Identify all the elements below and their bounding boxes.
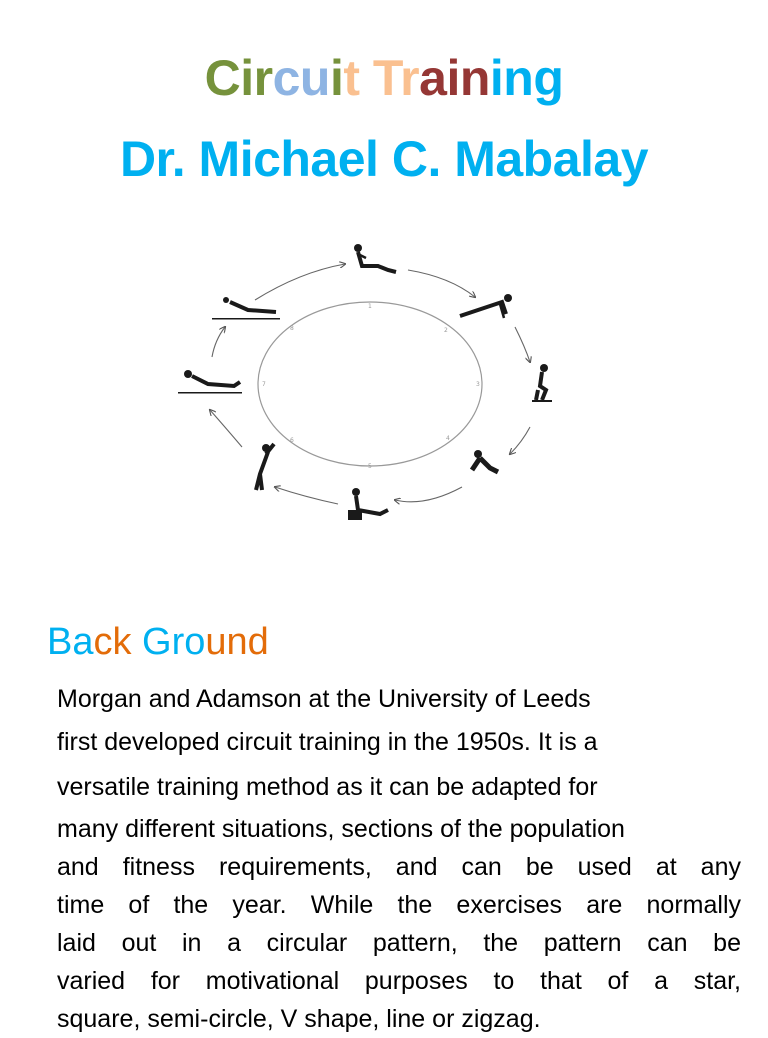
heading-segment: Ba	[47, 621, 94, 663]
exercise-figure	[472, 450, 498, 472]
paragraph-line: and fitness requirements, and can be used at any	[57, 853, 741, 881]
author-name: Dr. Michael C. Mabalay	[119, 131, 649, 187]
page-title	[0, 46, 768, 110]
station-number: 2	[444, 327, 448, 334]
heading-segment: ck	[93, 621, 143, 663]
exercise-figure	[532, 364, 552, 402]
paragraph-line: versatile training method as it can be adapted for	[57, 773, 598, 801]
station-number: 4	[446, 435, 450, 442]
exercise-figure	[178, 370, 242, 394]
title-segment: i	[329, 50, 344, 106]
exercise-figure	[212, 297, 280, 320]
exercise-figure	[460, 294, 512, 318]
paragraph-line: varied for motivational purposes to that of a star,	[57, 967, 741, 995]
paragraph-line: Morgan and Adamson at the University of Leeds	[57, 685, 591, 713]
arrow	[212, 327, 225, 357]
paragraph-line: laid out in a circular pattern, the pattern can be	[57, 929, 741, 957]
heading-segment: und	[205, 621, 269, 663]
exercise-figure	[256, 444, 274, 490]
background-paragraph	[57, 678, 741, 1038]
arrow	[408, 270, 475, 297]
station-number: 7	[262, 381, 266, 388]
title-segment: ain	[419, 50, 490, 106]
arrow	[395, 487, 462, 502]
paragraph-line: first developed circuit training in the 1950s. It is a	[57, 728, 598, 756]
arrow	[210, 410, 242, 447]
station-number: 1	[368, 303, 372, 310]
station-number: 6	[290, 437, 294, 444]
paragraph-line: many different situations, sections of the population	[57, 815, 625, 843]
arrow	[515, 327, 530, 362]
station-number: 8	[290, 325, 294, 332]
station-number: 5	[368, 463, 372, 470]
arrow	[255, 264, 345, 300]
exercise-figure	[354, 244, 396, 272]
arrow	[510, 427, 530, 454]
paragraph-line: square, semi-circle, V shape, line or zigzag.	[57, 1005, 541, 1033]
heading-segment: Gro	[142, 621, 206, 663]
title-segment: t	[343, 50, 373, 106]
circuit-training-diagram-icon	[170, 232, 580, 542]
exercise-figure	[348, 488, 388, 520]
station-number: 3	[476, 381, 480, 388]
section-heading	[47, 616, 269, 668]
title-segment: cu	[272, 50, 330, 106]
arrow	[275, 487, 338, 504]
title-segment: Cir	[204, 50, 273, 106]
title-segment: ing	[489, 50, 564, 106]
paragraph-line: time of the year. While the exercises are normally	[57, 891, 741, 919]
title-segment: Tr	[372, 50, 420, 106]
